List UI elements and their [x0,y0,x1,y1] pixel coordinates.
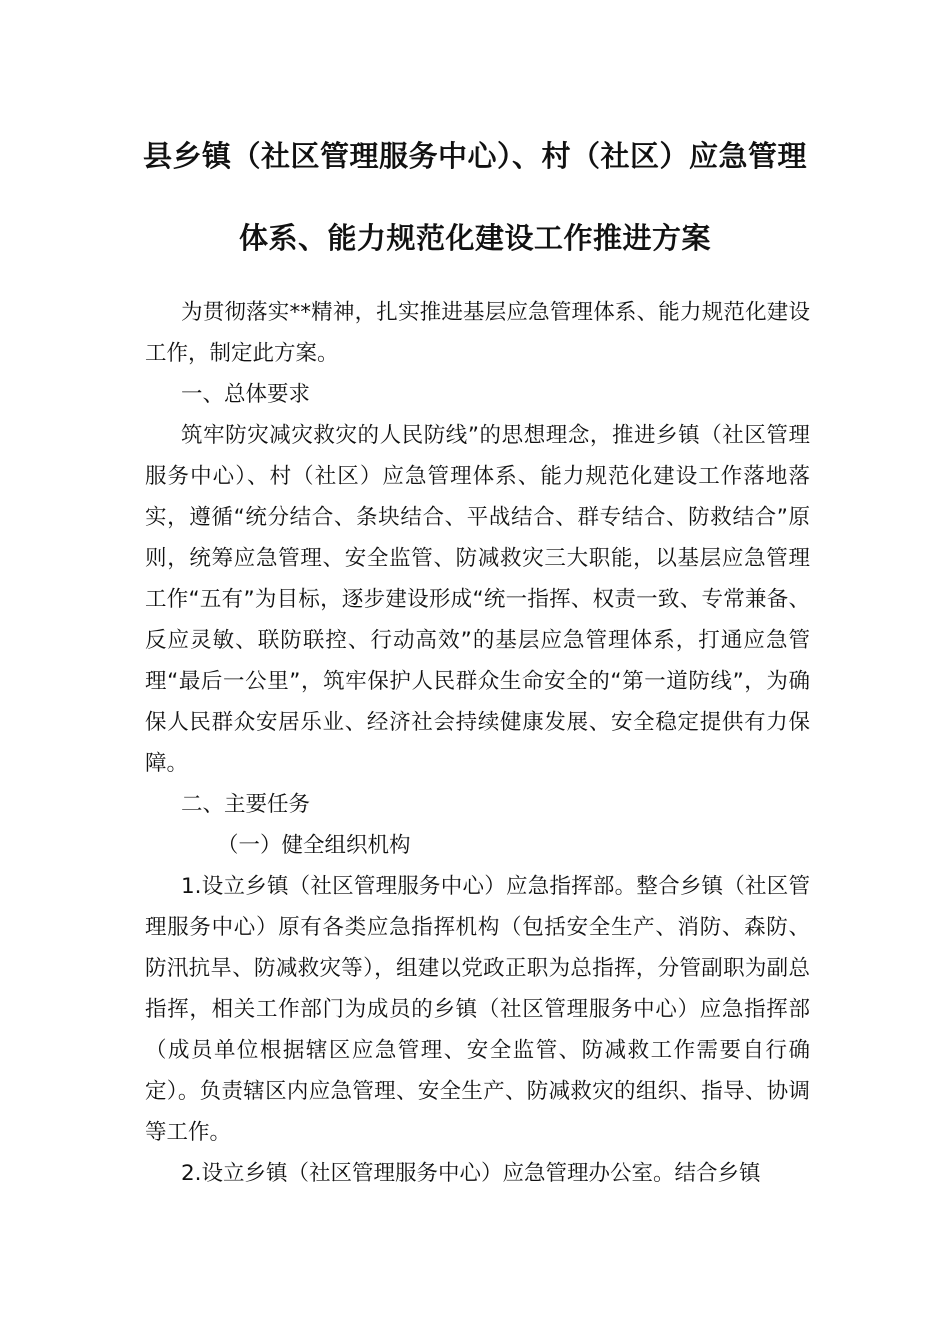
subsection-1-heading: （一）健全组织机构 [217,833,411,858]
item-2-paragraph: 2.设立乡镇（社区管理服务中心）应急管理办公室。结合乡镇 [181,1161,761,1186]
document-body [145,292,810,1194]
section-2-heading: 二、主要任务 [181,792,311,817]
document-title-line-2: 体系、能力规范化建设工作推进方案 [238,221,711,255]
section-1-heading: 一、总体要求 [181,382,311,407]
document-title-line-1: 县乡镇（社区管理服务中心）、村（社区）应急管理 [142,139,807,173]
section-1-body: 筑牢防灾减灾救灾的人民防线”的思想理念，推进乡镇（社区管理服务中心）、村（社区）应急管理体系、能力规范化建设工作落地落实，遵循“统分结合、条块结合、平战结合、群专结合、防救结合”原则，统筹应急管理、安全监管、防减救灾三大职能，以基层应急管理工作“五有”为目标，逐步建设形成“统一指挥、权责一致、专常兼备、反应灵敏、联防联控、行动高效”的基层应急管理体系，打通应急管理“最后一公里”，筑牢保护人民群众生命安全的“第一道防线”，为确保人民群众安居乐业、经济社会持续健康发展、安全稳定提供有力保障。 [145,423,810,776]
item-1-paragraph: 1.设立乡镇（社区管理服务中心）应急指挥部。整合乡镇（社区管理服务中心）原有各类应急指挥机构（包括安全生产、消防、森防、防汛抗旱、防减救灾等），组建以党政正职为总指挥，分管副职为副总指挥，相关工作部门为成员的乡镇（社区管理服务中心）应急指挥部（成员单位根据辖区应急管理、安全监管、防减救工作需要自行确定）。负责辖区内应急管理、安全生产、防减救灾的组织、指导、协调等工作。 [145,874,810,1145]
intro-paragraph: 为贯彻落实**精神，扎实推进基层应急管理体系、能力规范化建设工作，制定此方案。 [145,300,810,366]
